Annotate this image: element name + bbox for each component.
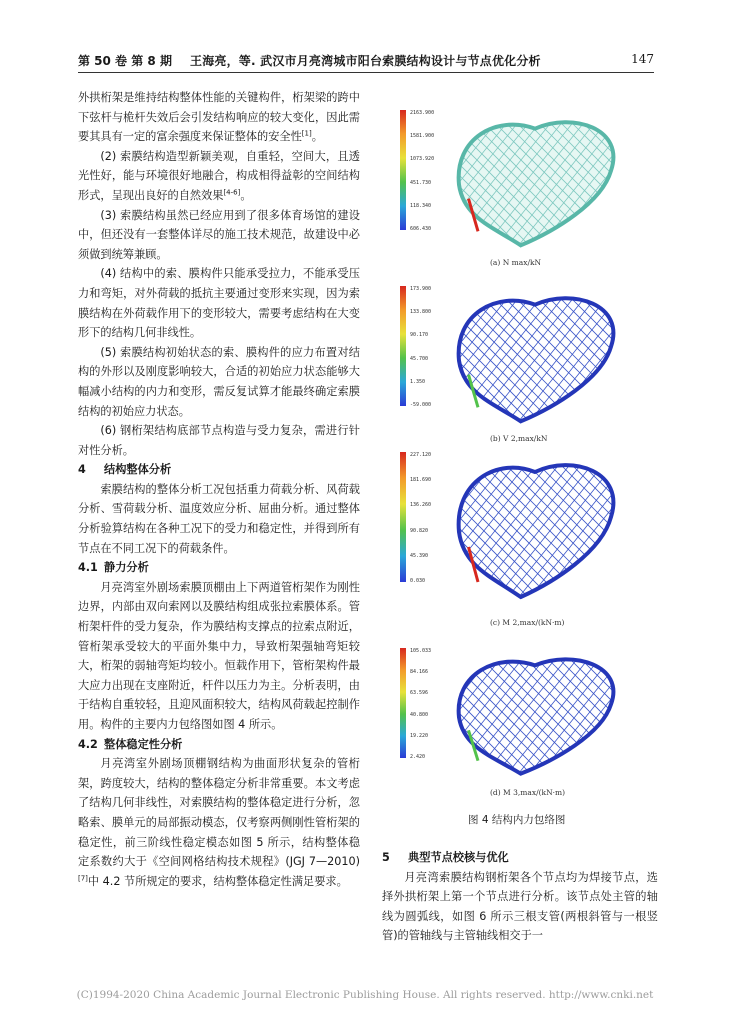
running-title: 王海亮，等. 武汉市月亮湾城市阳台索膜结构设计与节点优化分析	[190, 54, 541, 68]
cable-line	[440, 648, 458, 778]
subfigure-label: (c) M 2,max/(kN·m)	[490, 618, 565, 627]
cable-line	[440, 110, 451, 250]
legend-value: 84.166	[410, 669, 429, 676]
cable-line	[440, 452, 448, 602]
legend-value: 90.820	[410, 527, 429, 534]
cable-line	[440, 286, 446, 426]
roof-envelope-diagram	[440, 648, 640, 778]
citation: [1]	[301, 129, 312, 138]
legend-value: -59.000	[410, 402, 432, 408]
cable-line	[636, 452, 640, 602]
paragraph-5: (5) 索膜结构初始状态的索、膜构件的应力布置对结构的外形以及刚度影响较大，合适的初始应力状态能够大幅减小结构的内力和变形，需反复试算才能最终确定索膜结构的初始应力状态。	[78, 345, 360, 418]
color-legend	[400, 286, 406, 406]
legend-value: 227.120	[410, 452, 432, 458]
legend-value: 606.430	[410, 226, 432, 232]
cable-line	[636, 648, 640, 778]
cable-line	[625, 452, 640, 602]
legend-value: 19.220	[410, 732, 429, 739]
cable-line	[636, 648, 640, 778]
cable-line	[625, 648, 640, 778]
cable-line	[625, 286, 640, 426]
figure-caption: 图 4 结构内力包络图	[468, 814, 566, 826]
legend-value: 45.390	[410, 552, 429, 559]
paragraph-4: (4) 结构中的索、膜构件只能承受拉力，不能承受压力和弯矩，对外荷载的抵抗主要通过变形来实现，因为索膜结构在外荷载作用下的变形较大，需要考虑结构在大变形下的结构几何非线性。	[78, 267, 360, 340]
legend-value: 40.800	[410, 711, 429, 718]
roof-envelope-diagram	[440, 452, 640, 602]
legend-value: 173.900	[410, 286, 432, 292]
section-heading-4-2: 4.2 整体稳定性分析	[78, 737, 183, 751]
subfigure-label: (a) N max/kN	[490, 258, 542, 267]
cable-line	[625, 648, 640, 778]
cable-line	[440, 286, 451, 426]
legend-value: 63.596	[410, 690, 429, 697]
cable-line	[440, 110, 457, 250]
cable-line	[614, 110, 640, 250]
cable-line	[614, 286, 640, 426]
legend-value: 1.350	[410, 378, 426, 385]
paragraph-10: 月亮湾索膜结构钢桁架各个节点均为焊接节点，选择外拱桁架上第一个节点进行分析。该节点处主管的轴线为圆弧线，如图 6 所示三根支管(两根斜管与一根竖管)的管轴线与主管轴线相交于一	[382, 870, 658, 943]
subfigure-label: (b) V 2,max/kN	[490, 434, 548, 443]
legend-value: 181.690	[410, 477, 432, 484]
legend-value: 1073.920	[410, 156, 435, 163]
cable-line	[625, 110, 640, 250]
cable-line	[440, 452, 445, 602]
cable-line	[440, 648, 447, 778]
section-heading-4-1: 4.1 静力分析	[78, 561, 149, 575]
cable-line	[614, 110, 640, 250]
citation: [7]	[78, 874, 88, 883]
right-column	[382, 848, 658, 946]
legend-value: 1581.900	[410, 133, 435, 140]
running-header	[78, 52, 658, 72]
cable-line	[625, 286, 640, 426]
cable-line	[440, 452, 456, 602]
color-legend	[400, 452, 406, 582]
legend-value: 118.340	[410, 202, 432, 209]
cable-line	[636, 286, 640, 426]
cable-line	[636, 110, 640, 250]
paragraph-7: 索膜结构的整体分析工况包括重力荷载分析、风荷载分析、雪荷载分析、温度效应分析、屈曲分析。通过整体分析验算结构在各种工况下的受力和稳定性，并得到所有节点在不同工况下的荷载条件。	[78, 482, 360, 555]
paragraph-8: 月亮湾室外剧场索膜顶棚由上下两道管桁架作为刚性边界，内部由双向索网以及膜结构组成张拉索膜体系。管桁架杆件的受力复杂，作为膜结构支撑点的拉索点附近，管桁架承受较大的平面外集中力，导致桁架强轴弯矩较大，桁架的弱轴弯矩均较小。恒载作用下，管桁架构件最大应力出现在支座附近，杆件以压力为主。分析表明，由于结构自重较轻，且迎风面积较大，结构风荷载起控制作用。构件的主要内力包络图如图 4 所示。	[78, 580, 360, 731]
color-legend	[400, 110, 406, 230]
cable-line	[440, 452, 459, 602]
legend-value: 136.260	[410, 502, 432, 509]
cable-line	[614, 452, 640, 602]
roof-envelope-diagram	[440, 286, 640, 426]
cable-line	[636, 286, 640, 426]
cable-line	[614, 648, 640, 778]
cable-line	[625, 452, 640, 602]
legend-value: 105.033	[410, 648, 432, 654]
volume-issue: 第 50 卷 第 8 期	[78, 54, 172, 68]
section-heading-5: 5 典型节点校核与优化	[382, 851, 509, 864]
paragraph-6: (6) 钢桁架结构底部节点构造与受力复杂，需进行针对性分析。	[78, 424, 360, 457]
legend-value: 0.030	[410, 578, 426, 584]
citation: [4-6]	[223, 188, 241, 197]
cable-line	[440, 648, 443, 778]
cable-line	[614, 452, 640, 602]
page-number: 147	[631, 52, 654, 66]
color-legend	[400, 648, 406, 758]
legend-value: 2.420	[410, 754, 426, 760]
cable-line	[636, 110, 640, 250]
left-column	[78, 88, 360, 891]
cable-line	[440, 110, 446, 250]
roof-envelope-diagram	[440, 110, 640, 250]
paragraph-9: 月亮湾室外剧场顶棚钢结构为曲面形状复杂的管桁架，跨度较大，结构的整体稳定分析非常重要。本文考虑了结构几何非线性，对索膜结构的整体稳定进行分析，忽略索、膜单元的局部振动模态，仅考察两侧刚性管桁架的稳定性，前三阶线性稳定模态如图 5 所示，结构整体稳定系数约大于《空间网格结构技术规程》(JGJ 7—2010)[7]中 4.2 节所规定的要求，结构整体稳定性满足要求。	[78, 757, 360, 888]
section-heading-4: 4 结构整体分析	[78, 463, 172, 477]
legend-value: 90.170	[410, 332, 429, 339]
copyright-footer: (C)1994-2020 China Academic Journal Electronic Publishing House. All rights reserved. http://www.cnki.net	[76, 989, 654, 1001]
legend-value: 45.700	[410, 355, 429, 362]
legend-value: 133.800	[410, 309, 432, 316]
header-rule	[78, 72, 654, 73]
cable-line	[440, 286, 457, 426]
subfigure-label: (d) M 3,max/(kN·m)	[490, 788, 566, 797]
cable-line	[440, 648, 454, 778]
legend-value: 451.730	[410, 179, 432, 186]
figure-4	[380, 88, 660, 828]
paragraph-1: 外拱桁架是维持结构整体性能的关键构件，桁架梁的跨中下弦杆与桅杆失效后会引发结构响应的较大变化，因此需要其具有一定的富余强度来保证整体的安全性[1]。	[78, 91, 360, 144]
cable-line	[625, 110, 640, 250]
cable-line	[614, 648, 640, 778]
cable-line	[636, 452, 640, 602]
paragraph-2: (2) 索膜结构造型新颖美观，自重轻，空间大，且透光性好，能与环境很好地融合，构成相得益彰的空间结构形式，呈现出良好的自然效果[4-6]。	[78, 149, 360, 202]
legend-value: 2163.900	[410, 110, 435, 116]
cable-line	[614, 286, 640, 426]
paragraph-3: (3) 索膜结构虽然已经应用到了很多体育场馆的建设中，但还没有一套整体详尽的施工技术规范，故建设中必须做到统筹兼顾。	[78, 208, 360, 261]
